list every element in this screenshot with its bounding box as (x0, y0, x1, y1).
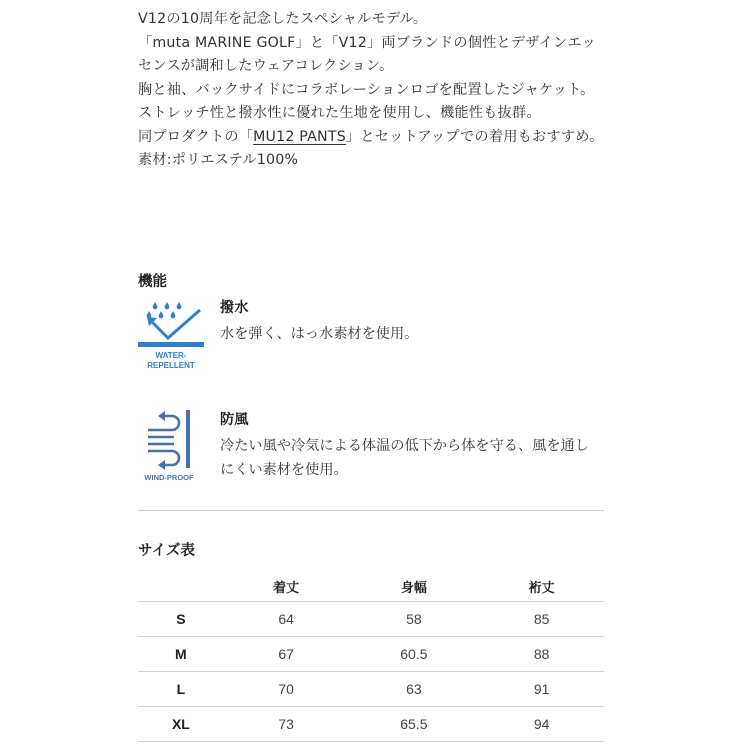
feature-wind-proof (138, 408, 600, 488)
svg-text:REPELLENT: REPELLENT (147, 361, 195, 370)
table-cell: 70 (278, 681, 294, 697)
size-label: XL (171, 716, 190, 732)
feature-text (220, 296, 418, 382)
water-repellent-icon (138, 296, 204, 382)
header-cell: 身幅 (400, 580, 427, 596)
svg-text:WIND-PROOF: WIND-PROOF (144, 473, 194, 482)
feature-desc: 水を弾く、はっ水素材を使用。 (220, 326, 419, 342)
description-line: V12の10周年を記念したスペシャルモデル。 (138, 11, 428, 27)
svg-text:WATER-: WATER- (155, 351, 187, 360)
size-table-header (138, 571, 604, 602)
table-cell: 91 (533, 681, 550, 697)
size-table-title: サイズ表 (138, 543, 195, 559)
table-cell: 94 (533, 716, 550, 732)
table-cell: 64 (278, 611, 294, 627)
feature-water-repellent (138, 296, 418, 382)
size-table (138, 571, 604, 742)
table-row (138, 602, 604, 637)
features-title: 機能 (138, 274, 167, 290)
header-cell: 裄丈 (528, 580, 555, 596)
size-label: L (176, 681, 186, 697)
size-label: M (175, 646, 187, 662)
feature-text (220, 408, 600, 488)
table-cell: 60.5 (400, 646, 428, 662)
feature-title: 防風 (220, 412, 249, 428)
description-line: 胸と袖、バックサイドにコラボレーションロゴを配置したジャケット。 (138, 81, 595, 98)
product-detail (138, 0, 604, 732)
description-line-setup: 同プロダクトの「MU12 PANTS」とセットアップでの着用もおすすめ。 (138, 128, 604, 145)
section-divider (138, 510, 604, 511)
description-line: 「muta MARINE GOLF」と「V12」両ブランドの個性とデザインエッセンスが調和したウェアコレクション。 (138, 34, 596, 74)
material-text: 素材:ポリエステル100% (138, 152, 299, 168)
table-cell: 65.5 (400, 716, 428, 732)
mu12-pants-link[interactable]: MU12 PANTS (253, 128, 346, 145)
table-row (138, 672, 604, 707)
header-cell (138, 571, 224, 602)
table-row (138, 707, 604, 742)
description-line: ストレッチ性と撥水性に優れた生地を使用し、機能性も抜群。 (138, 105, 541, 121)
product-description (138, 8, 604, 173)
table-cell: 63 (406, 681, 422, 697)
feature-desc: 冷たい風や冷気による体温の低下から体を守る、風を通しにくい素材を使用。 (220, 438, 589, 478)
wind-proof-icon (138, 408, 204, 488)
table-cell: 58 (406, 611, 422, 627)
table-cell: 67 (278, 646, 294, 662)
table-cell: 85 (533, 611, 550, 627)
header-cell: 着丈 (273, 580, 300, 596)
table-cell: 73 (278, 716, 294, 732)
size-label: S (176, 611, 186, 627)
table-cell: 88 (533, 646, 550, 662)
feature-title: 撥水 (220, 300, 249, 316)
table-row (138, 637, 604, 672)
